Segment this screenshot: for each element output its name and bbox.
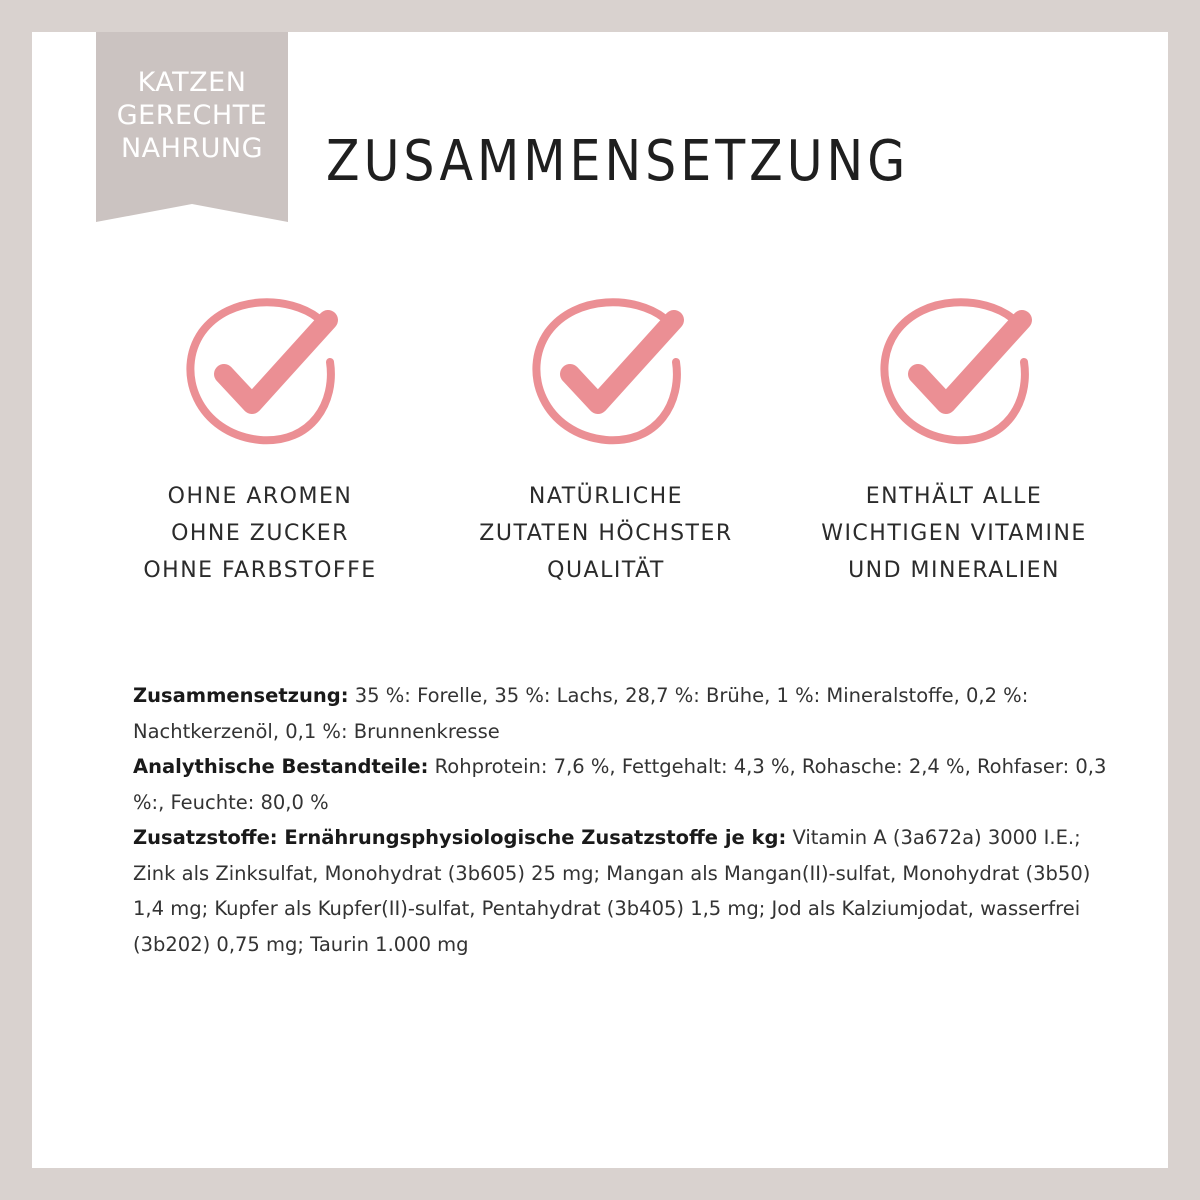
feature-line: NATÜRLICHE [528,484,684,509]
composition-paragraph [133,678,1123,749]
additives-text: Vitamin A (3a672a) 3000 I.E.; Zink als Zinksulfat, Monohydrat (3b605) 25 mg; Mangan als Mangan(II)-sulfat, Monohydrat (3b50) 1,4 mg; Kupfer als Kupfer(II)-sulfat, Pentahydrat (3b405) 1,5 mg; Jod als Kalziumjodat, wasserfrei (3b202) 0,75 mg; Taurin 1.000 mg [133,826,1091,956]
analytical-text: Rohprotein: 7,6 %, Fettgehalt: 4,3 %, Rohasche: 2,4 %, Rohfaser: 0,3 %:, Feuchte: 80,0 % [133,755,1107,814]
feature-text [784,478,1124,589]
feature-line: QUALITÄT [547,558,665,583]
analytical-label: Analythische Bestandteile: [133,755,429,778]
ingredient-details [133,678,1123,962]
feature-line: OHNE ZUCKER [171,521,349,546]
content-panel [32,32,1168,1168]
feature-line: WICHTIGEN VITAMINE [821,521,1087,546]
feature-line: OHNE FARBSTOFFE [143,558,377,583]
feature-text [436,478,776,589]
analytical-paragraph [133,749,1123,820]
composition-text: 35 %: Forelle, 35 %: Lachs, 28,7 %: Brühe, 1 %: Mineralstoffe, 0,2 %: Nachtkerzenöl, 0,1 %: Brunnenkresse [133,684,1029,743]
badge-line: KATZEN [137,67,247,98]
badge-ribbon [96,32,288,222]
composition-label: Zusammensetzung: [133,684,349,707]
feature-line: ZUTATEN HÖCHSTER [479,521,733,546]
check-circle-icon [180,292,340,452]
badge-text [96,66,288,165]
feature-vitamins-minerals [784,292,1124,589]
badge-line: GERECHTE [116,100,268,131]
additives-label: Zusatzstoffe: Ernährungsphysiologische Zusatzstoffe je kg: [133,826,787,849]
page-title: ZUSAMMENSETZUNG [326,128,910,194]
feature-line: UND MINERALIEN [848,558,1060,583]
additives-paragraph [133,820,1123,962]
check-circle-icon [526,292,686,452]
check-circle-icon [874,292,1034,452]
feature-text [90,478,430,589]
feature-natural-ingredients [436,292,776,589]
badge-line: NAHRUNG [120,133,264,164]
feature-no-additives [90,292,430,589]
feature-line: ENTHÄLT ALLE [865,484,1043,509]
feature-line: OHNE AROMEN [167,484,353,509]
